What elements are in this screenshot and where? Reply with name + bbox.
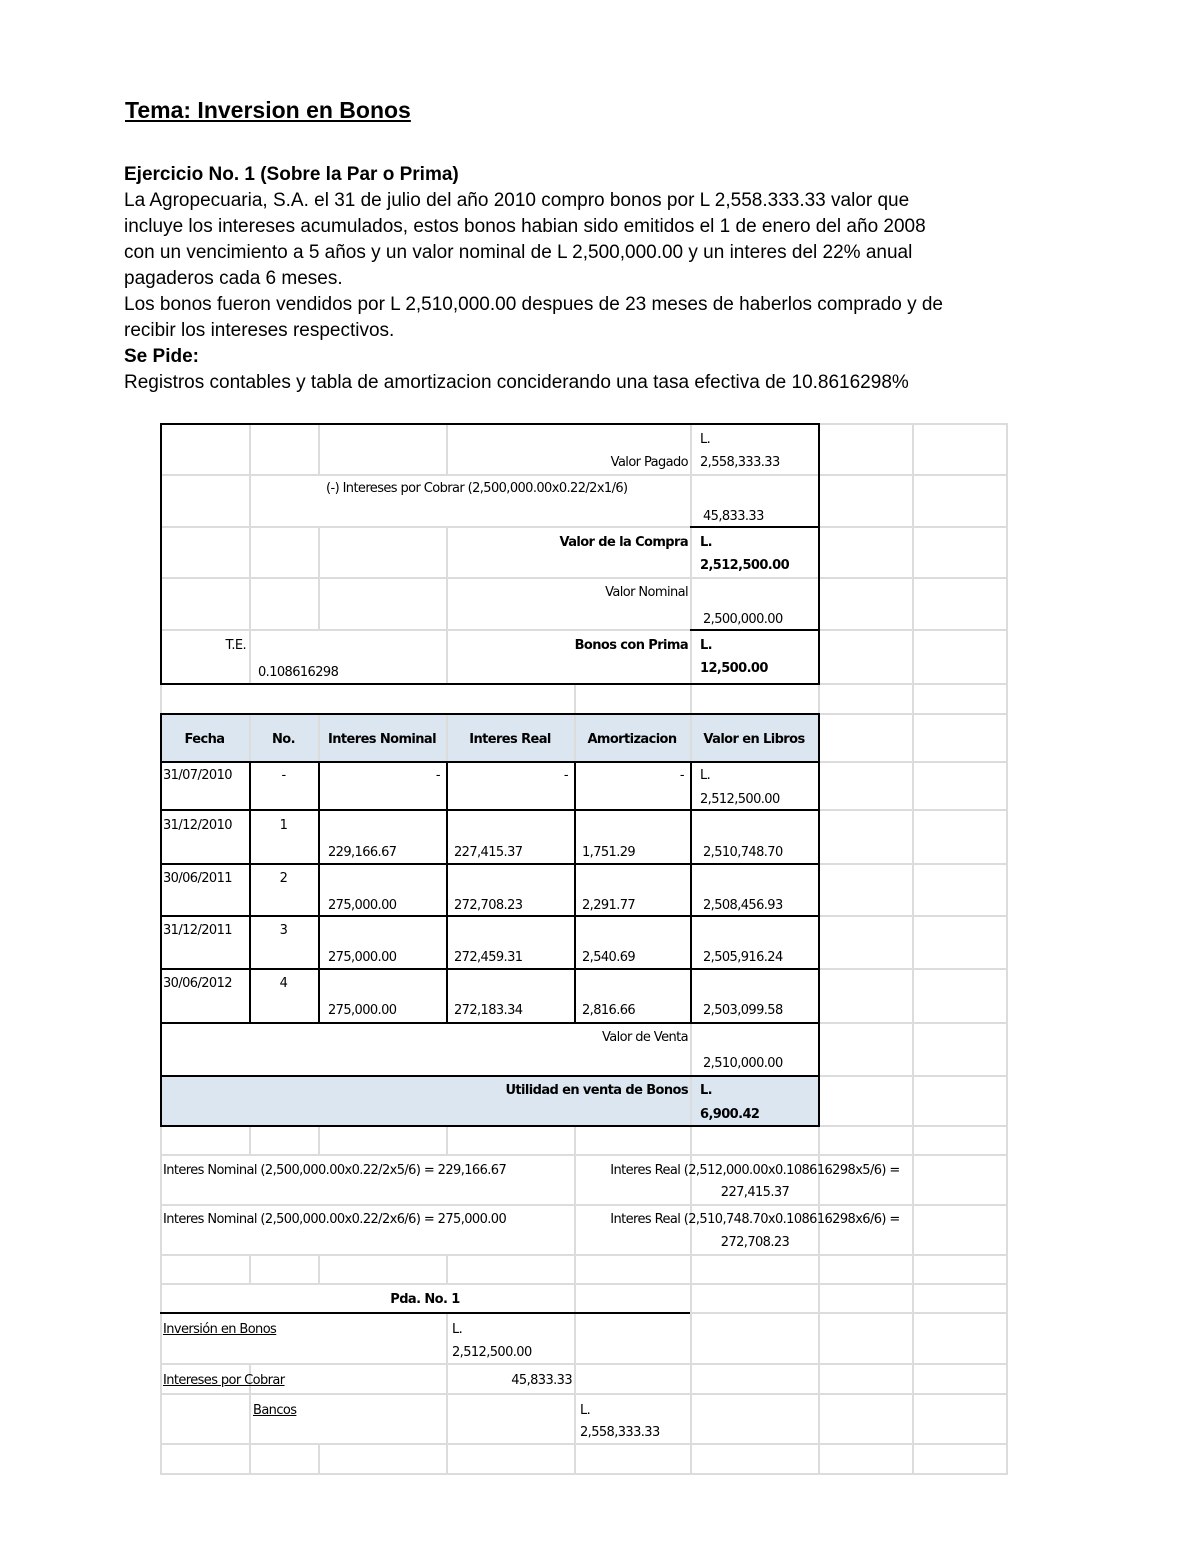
row-fecha: 31/07/2010 — [163, 768, 232, 783]
grid-line — [160, 1204, 1008, 1206]
valor-venta-label: Valor de Venta — [601, 1030, 688, 1045]
row-fecha: 30/06/2011 — [163, 871, 232, 886]
grid-line — [318, 526, 320, 629]
grid-line — [318, 1125, 320, 1154]
row-fecha: 30/06/2012 — [163, 976, 232, 991]
prima-currency: L. — [700, 638, 713, 653]
border-line — [160, 423, 820, 425]
row-nominal: 275,000.00 — [328, 1003, 397, 1018]
valor-compra-label: Valor de la Compra — [559, 535, 688, 550]
utilidad-label: Utilidad en venta de Bonos — [505, 1083, 688, 1098]
col-header-interes-nominal: Interes Nominal — [328, 732, 436, 747]
row-amort: 1,751.29 — [582, 845, 636, 860]
border-line — [160, 1022, 820, 1024]
row-no: 3 — [279, 923, 288, 938]
border-line — [160, 968, 820, 970]
grid-line — [912, 423, 914, 1475]
border-line — [160, 713, 820, 715]
row-libros: 2,508,456.93 — [703, 898, 783, 913]
row-real: 272,183.34 — [454, 1003, 523, 1018]
statement-line-2: incluye los intereses acumulados, estos bonos habian sido emitidos el 1 de enero del año 2008 — [124, 216, 926, 237]
row-fecha: 31/12/2010 — [163, 818, 232, 833]
journal-intereses-value: 45,833.33 — [511, 1373, 572, 1388]
statement-line-6: recibir los intereses respectivos. — [124, 320, 395, 341]
statement-line-4: pagaderos cada 6 meses. — [124, 268, 343, 289]
grid-line — [446, 1254, 448, 1283]
border-line — [160, 1075, 820, 1077]
grid-line — [160, 474, 1008, 476]
row-real: - — [563, 768, 568, 783]
grid-line — [249, 1254, 251, 1283]
row-nominal: - — [435, 768, 440, 783]
grid-line — [446, 1312, 448, 1475]
prima-label: Bonos con Prima — [574, 638, 688, 653]
task-text: Registros contables y tabla de amortizacion conciderando una tasa efectiva de 10.8616298% — [124, 372, 909, 393]
grid-line — [249, 423, 251, 683]
grid-line — [160, 1154, 1008, 1156]
border-line — [160, 915, 820, 917]
valor-pagado-label: Valor Pagado — [610, 455, 688, 470]
border-line — [160, 683, 820, 685]
grid-line — [160, 1393, 1008, 1395]
grid-line — [160, 1254, 1008, 1256]
formula-nominal-2: Interes Nominal (2,500,000.00x0.22/2x6/6) = 275,000.00 — [163, 1212, 507, 1227]
statement-line-5: Los bonos fueron vendidos por L 2,510,000.00 despues de 23 meses de haberlos comprado y de — [124, 294, 943, 315]
row-amort: 2,540.69 — [582, 950, 636, 965]
row-nominal: 275,000.00 — [328, 898, 397, 913]
row-amort: - — [679, 768, 684, 783]
journal-title: Pda. No. 1 — [390, 1292, 460, 1307]
row-no: - — [281, 768, 286, 783]
spreadsheet — [160, 423, 1008, 1475]
statement-line-3: con un vencimiento a 5 años y un valor nominal de L 2,500,000.00 y un interes del 22% anual — [124, 242, 913, 263]
se-pide-heading: Se Pide: — [124, 346, 199, 367]
grid-line — [160, 1283, 1008, 1285]
row-nominal: 229,166.67 — [328, 845, 397, 860]
border-line — [446, 761, 448, 1022]
formula-real-1-a: Interes Real (2,512,000.00x0.108616298x5/6) = — [610, 1163, 900, 1178]
valor-compra-value: 2,512,500.00 — [700, 558, 790, 573]
border-line — [818, 423, 820, 683]
col-header-fecha: Fecha — [184, 732, 225, 747]
col-header-valor-libros: Valor en Libros — [703, 732, 805, 747]
grid-line — [446, 1125, 448, 1154]
statement-line-1: La Agropecuaria, S.A. el 31 de julio del año 2010 compro bonos por L 2,558.333.33 valor que — [124, 190, 910, 211]
row-real: 272,459.31 — [454, 950, 523, 965]
grid-line — [446, 423, 448, 474]
border-line — [690, 629, 820, 631]
border-line — [160, 863, 820, 865]
journal-bancos-value: 2,558,333.33 — [580, 1425, 660, 1440]
grid-line — [160, 1473, 1008, 1475]
intereses-cobrar-value: 45,833.33 — [703, 509, 764, 524]
grid-line — [160, 629, 1008, 631]
border-line — [160, 761, 820, 763]
utilidad-currency: L. — [700, 1083, 713, 1098]
utilidad-value: 6,900.42 — [700, 1107, 760, 1122]
te-label: T.E. — [225, 638, 246, 653]
border-line — [160, 713, 162, 1127]
valor-pagado-currency: L. — [700, 432, 711, 447]
valor-compra-currency: L. — [700, 535, 713, 550]
col-header-no: No. — [272, 732, 295, 747]
valor-nominal-label: Valor Nominal — [605, 585, 688, 600]
row-libros: 2,510,748.70 — [703, 845, 783, 860]
grid-line — [318, 423, 320, 474]
row-nominal: 275,000.00 — [328, 950, 397, 965]
formula-real-1-b: 227,415.37 — [720, 1185, 790, 1200]
border-line — [690, 761, 692, 1022]
journal-intereses-label: Intereses por Cobrar — [163, 1373, 285, 1388]
border-line — [160, 1125, 820, 1127]
journal-inversion-currency: L. — [452, 1322, 463, 1337]
prima-value: 12,500.00 — [700, 661, 768, 676]
row-no: 1 — [279, 818, 288, 833]
row-no: 2 — [279, 871, 288, 886]
border-line — [160, 809, 820, 811]
exercise-heading: Ejercicio No. 1 (Sobre la Par o Prima) — [124, 164, 459, 185]
row-no: 4 — [279, 976, 288, 991]
valor-pagado-value: 2,558,333.33 — [700, 455, 780, 470]
journal-inversion-value: 2,512,500.00 — [452, 1345, 532, 1360]
col-header-amortizacion: Amortizacion — [587, 732, 677, 747]
formula-real-2-a: Interes Real (2,510,748.70x0.108616298x6/6) = — [610, 1212, 900, 1227]
border-line — [818, 713, 820, 1127]
grid-line — [160, 577, 1008, 579]
row-libros: 2,503,099.58 — [703, 1003, 783, 1018]
formula-nominal-1: Interes Nominal (2,500,000.00x0.22/2x5/6) = 229,166.67 — [163, 1163, 507, 1178]
formula-real-2-b: 272,708.23 — [720, 1235, 790, 1250]
row-real: 272,708.23 — [454, 898, 523, 913]
row-libros: 2,512,500.00 — [700, 792, 780, 807]
row-currency: L. — [700, 768, 711, 783]
journal-inversion-label: Inversión en Bonos — [163, 1322, 277, 1337]
valor-nominal-value: 2,500,000.00 — [703, 612, 783, 627]
te-value: 0.108616298 — [258, 665, 339, 680]
intereses-cobrar-label: (-) Intereses por Cobrar (2,500,000.00x0.22/2x1/6) — [326, 481, 628, 496]
row-fecha: 31/12/2011 — [163, 923, 232, 938]
border-line — [574, 761, 576, 1022]
border-line — [160, 1312, 690, 1314]
journal-bancos-label: Bancos — [253, 1403, 297, 1418]
col-header-interes-real: Interes Real — [469, 732, 551, 747]
row-libros: 2,505,916.24 — [703, 950, 783, 965]
border-line — [690, 526, 820, 528]
grid-line — [160, 1443, 1008, 1445]
grid-line — [249, 1125, 251, 1154]
row-real: 227,415.37 — [454, 845, 523, 860]
grid-line — [160, 1363, 1008, 1365]
journal-bancos-currency: L. — [580, 1403, 591, 1418]
exercise-statement — [124, 162, 1104, 396]
grid-line — [318, 1443, 320, 1475]
border-line — [318, 761, 320, 1022]
grid-line — [318, 1254, 320, 1283]
grid-line — [1006, 423, 1008, 1475]
grid-line — [160, 526, 1008, 528]
row-amort: 2,816.66 — [582, 1003, 636, 1018]
valor-venta-value: 2,510,000.00 — [703, 1056, 783, 1071]
page-title: Tema: Inversion en Bonos — [125, 97, 411, 123]
row-amort: 2,291.77 — [582, 898, 636, 913]
